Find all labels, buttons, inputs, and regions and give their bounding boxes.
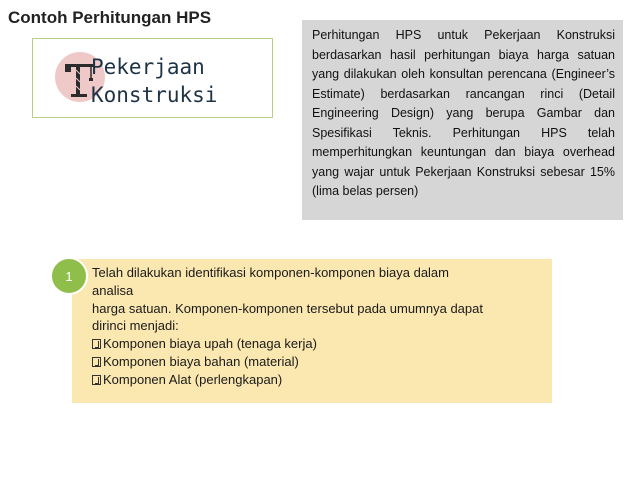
bullet-text: Komponen Alat (perlengkapan) bbox=[103, 371, 283, 387]
description-text: Perhitungan HPS untuk Pekerjaan Konstruksi berdasarkan hasil perhitungan biaya harga satuan yang dilakukan oleh konsultan perencana (Engineer’s Estimate) berdasarkan rancangan rinci (Detail Engineering Design) yang berupa Gambar dan Spesifikasi Teknis. Perhitungan HPS telah memperhitungkan keuntungan dan biaya overhead yang wajar untuk Pekerjaan Konstruksi sebesar 15% (lima belas persen) bbox=[312, 28, 615, 198]
slide-title: Contoh Perhitungan HPS bbox=[8, 8, 212, 27]
bullet-box-icon bbox=[92, 339, 101, 349]
step-line: harga satuan. Komponen-komponen tersebut pada umumnya dapat bbox=[92, 300, 483, 316]
step-line: dirinci menjadi: bbox=[92, 318, 179, 334]
bullet-text: Komponen biaya upah (tenaga kerja) bbox=[103, 336, 317, 352]
step-line: Telah dilakukan identifikasi komponen-komponen biaya dalam bbox=[92, 265, 449, 280]
step-line: analisa bbox=[92, 282, 134, 298]
bullet-item bbox=[92, 353, 542, 371]
topic-card bbox=[32, 38, 273, 118]
bullet-item bbox=[92, 371, 542, 389]
description-box bbox=[302, 20, 623, 220]
topic-label: Pekerjaan Konstruksi bbox=[91, 55, 218, 107]
step-content bbox=[92, 264, 542, 389]
bullet-box-icon bbox=[92, 375, 101, 385]
step-number-badge: 1 bbox=[50, 257, 88, 295]
bullet-item bbox=[92, 335, 542, 353]
bullet-text: Komponen biaya bahan (material) bbox=[103, 353, 299, 369]
bullet-box-icon bbox=[92, 357, 101, 367]
